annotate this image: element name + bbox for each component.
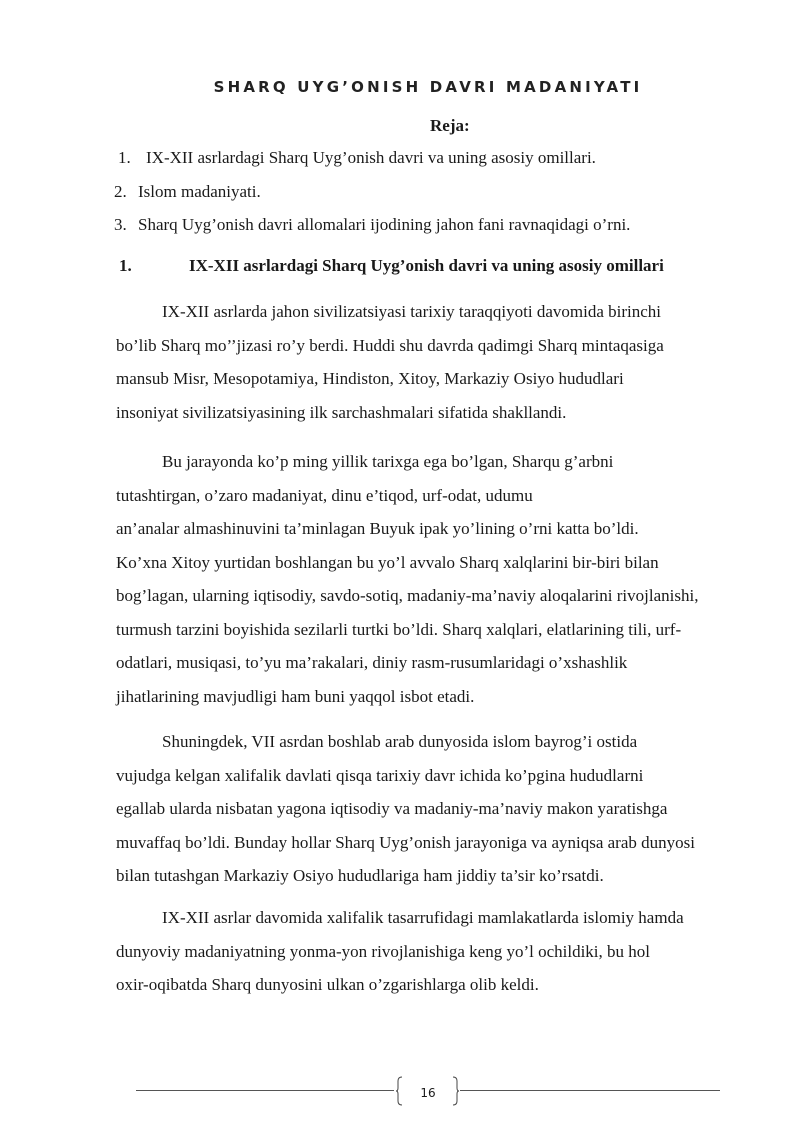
paragraph-line: Bu jarayonda ko’p ming yillik tarixga ega bo’lgan, Sharqu g’arbni [162, 452, 614, 471]
paragraph-line: dunyoviy madaniyatning yonma-yon rivojlanishiga keng yo’l ochildiki, bu hol [116, 941, 651, 961]
section-number: 1. [119, 256, 132, 275]
plan-item-number: 2. [114, 182, 127, 201]
plan-heading: Reja: [430, 116, 470, 135]
page-number: 16 [420, 1086, 436, 1100]
paragraph-4 [116, 901, 684, 1002]
paragraph-line: muvaffaq bo’ldi. Bunday hollar Sharq Uyg’onish jarayoniga va ayniqsa arab dunyosi [116, 832, 695, 852]
paragraph-line: vujudga kelgan xalifalik davlati qisqa tarixiy davr ichida ko’pgina hududlarni [116, 765, 644, 785]
paragraph-line: tutashtirgan, o’zaro madaniyat, dinu e’tiqod, urf-odat, udumu [116, 485, 533, 505]
paragraph-3 [116, 725, 695, 893]
paragraph-line: odatlari, musiqasi, to’yu ma’rakalari, diniy rasm-rusumlaridagi o’xshashlik [116, 653, 628, 672]
section-title: IX-XII asrlardagi Sharq Uyg’onish davri va uning asosiy omillari [189, 256, 664, 275]
plan-item-number: 3. [114, 215, 127, 234]
footer-rule-right [460, 1090, 720, 1091]
plan-item-text: IX-XII asrlardagi Sharq Uyg’onish davri va uning asosiy omillari. [146, 148, 596, 167]
paragraph-line: jihatlarining mavjudligi ham buni yaqqol isbot etadi. [116, 686, 475, 706]
paragraph-line: oxir-oqibatda Sharq dunyosini ulkan o’zgarishlarga olib keldi. [116, 975, 539, 994]
paragraph-line: bog’lagan, ularning iqtisodiy, savdo-sotiq, madaniy-ma’naviy aloqalarini rivojlanishi, [116, 586, 699, 605]
plan-item-text: Sharq Uyg’onish davri allomalari ijodining jahon fani ravnaqidagi o’rni. [138, 215, 631, 234]
paragraph-line: mansub Misr, Mesopotamiya, Hindiston, Xitoy, Markaziy Osiyo hududlari [116, 369, 624, 388]
document-title: SHARQ UYG’ONISH DAVRI MADANIYATI [213, 78, 643, 96]
plan-item-text: Islom madaniyati. [138, 182, 261, 201]
paragraph-line: bilan tutashgan Markaziy Osiyo hududlariga ham jiddiy ta’sir ko’rsatdi. [116, 866, 604, 885]
paragraph-2 [116, 445, 698, 713]
plan-item-number: 1. [118, 148, 131, 167]
paragraph-line: egallab ularda nisbatan yagona iqtisodiy va madaniy-ma’naviy makon yaratishga [116, 799, 668, 818]
paragraph-1 [116, 295, 664, 429]
right-brace-icon [452, 1076, 460, 1106]
paragraph-line: IX-XII asrlarda jahon sivilizatsiyasi tarixiy taraqqiyoti davomida birinchi [162, 302, 661, 321]
paragraph-line: bo’lib Sharq mo’’jizasi ro’y berdi. Huddi shu davrda qadimgi Sharq mintaqasiga [116, 335, 664, 355]
paragraph-line: turmush tarzini boyishida sezilarli turtki bo’ldi. Sharq xalqlari, elatlarining tili, urf- [116, 619, 682, 639]
paragraph-line: IX-XII asrlar davomida xalifalik tasarrufidagi mamlakatlarda islomiy hamda [162, 908, 684, 927]
paragraph-line: an’analar almashinuvini ta’minlagan Buyuk ipak yo’lining o’rni katta bo’ldi. [116, 519, 639, 538]
paragraph-line: insoniyat sivilizatsiyasining ilk sarchashmalari sifatida shakllandi. [116, 402, 567, 422]
footer-rule-left [136, 1090, 394, 1091]
paragraph-line: Ko’xna Xitoy yurtidan boshlangan bu yo’l avvalo Sharq xalqlarini bir-biri bilan [116, 552, 659, 572]
paragraph-line: Shuningdek, VII asrdan boshlab arab dunyosida islom bayrog’i ostida [162, 732, 638, 751]
